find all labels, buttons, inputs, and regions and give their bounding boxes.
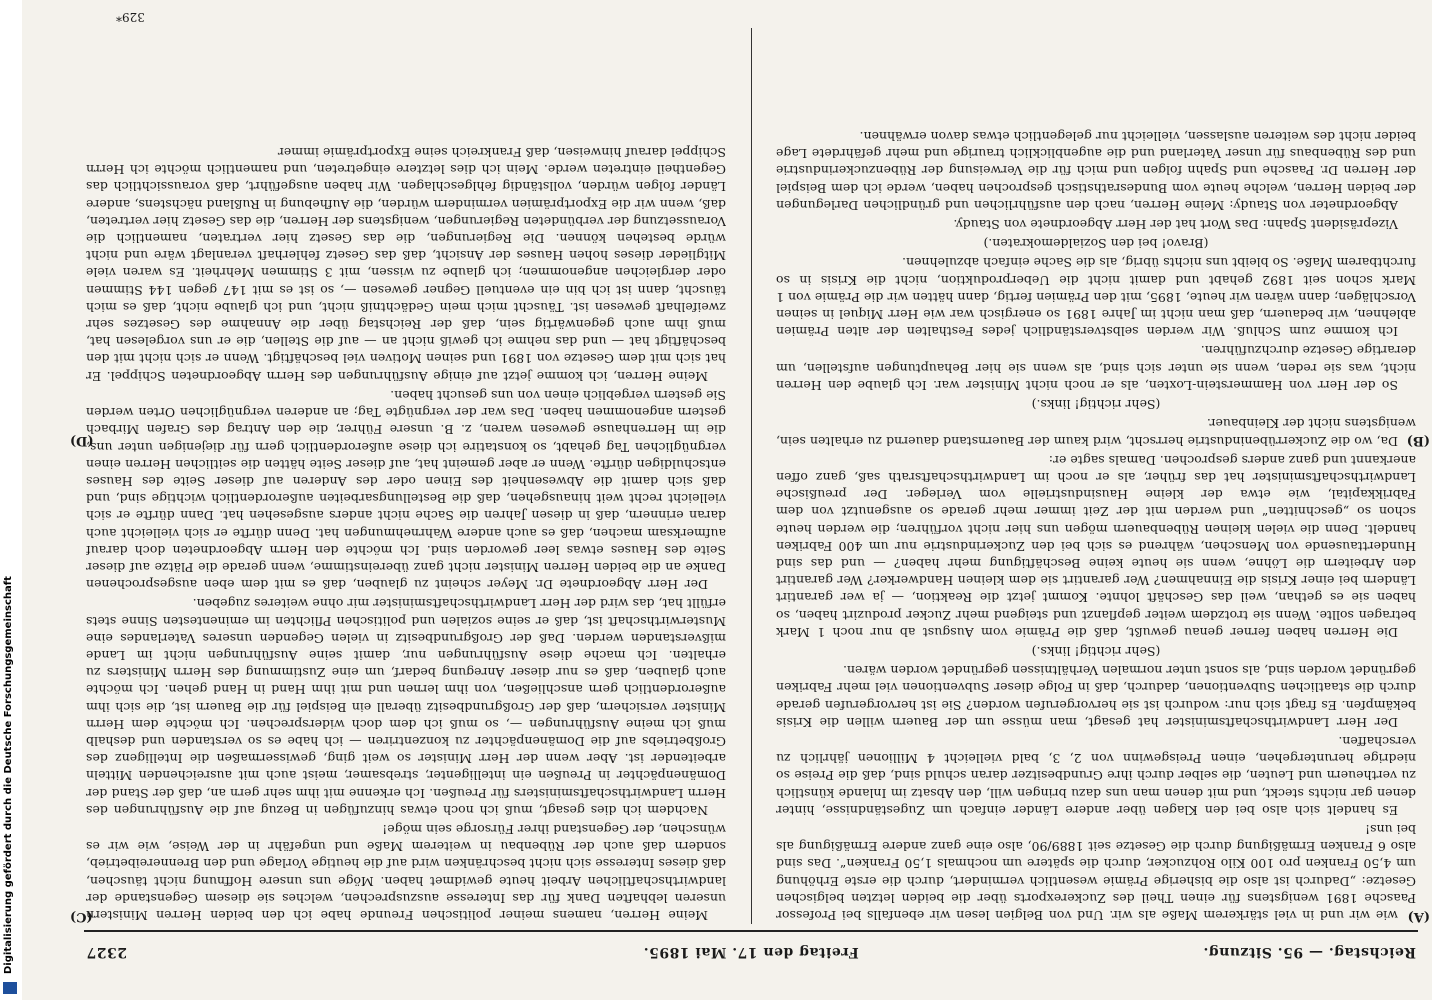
left-column xyxy=(776,28,1416,924)
header-session: Reichstag. — 95. Sitzung. xyxy=(1203,944,1416,960)
page-header xyxy=(86,932,1416,960)
interjection: (Sehr richtig! links.) xyxy=(1031,397,1161,413)
margin-marker-c: (C) xyxy=(70,909,93,924)
paragraph: Nachdem ich dies gesagt, muß ich noch etwas hinzufügen in Bezug auf die Ausführungen des Herrn Landwirthschaftsministers für Preußen. Ich erkenne mit ihm sehr gern an, daß der Stand der Domänenpächter in Preußen ein intelligenter, strebsamer, meist auch mit ausreichenden Mitteln arbeitender ist. Aber wenn der Herr Minister so weit ging, gewissermaßen die Intelligenz des Großbetriebs auf die Domänenpächter zu konzentriren — ich habe es so verstanden und deshalb muß ich meine Ausführungen —, so muß ich dem doch widersprechen. Ich möchte dem Herrn Minister versichern, daß der Großgrundbesitz überall ein Beispiel für die Bauern ist, die sich ihm außerordentlich gern anschließen, von ihm lernen und mit ihm Hand in Hand gehen. Ich möchte auch glauben, daß es nur dieser Anregung bedarf, um eine Zustimmung des Herrn Ministers zu erhalten. Ich mache diese Ausführungen nur, damit seine Ausführungen nicht im Lande mißverstanden werden. Daß der Großgrundbesitz in vielen Gegenden unseres Vaterlandes eine Musterwirthschaft ist, daß er seine sozialen und politischen Pflichten im eminentesten Sinne stets erfüllt hat, das wird der Herr Landwirthschaftsminister mir ohne weiteres zugeben. xyxy=(86,596,726,818)
digitization-credit-strip xyxy=(0,0,22,1000)
paragraph: Der Herr Abgeordnete Dr. Meyer scheint zu glauben, daß es mit dem eben ausgesprochenen Danke an die beiden Herren Minister nicht ganz übereinstimme, wenn gerade die Plätze auf dieser Seite des Hauses etwas leer geworden sind. Ich möchte den Herrn Abgeordneten doch darauf aufmerksam machen, daß es auch andere Wahrnehmungen hat. Denn dürfte er sich vielleicht auch daran erinnern, daß in diesen Jahren die Sache nicht anders ausgesehen hat. Dann dürfte er sich vielleicht recht weit hinausgehen, daß die Bestellungsarbeiten außerordentlich wichtige sind, und daß sich damit die Abwesenheit des Einen oder des Anderen auf dieser Seite des Hauses entschuldigen dürfte. Wenn er aber gemeint hat, auf dieser Seite hätten die seitlichen Herren einen vergnüglichen Tag gehabt, so konstatire ich diese außerordentlich gern für diejenigen unter uns, die im Herrenhause gewesen waren, z. B. unsere Führer, die den Antrag des Grafen Mirbach gestern angenommen haben. Das war der vergnügte Tag; an anderen vergnüglichen Orten werden Sie gestern vergeblich einen von uns gesucht haben. xyxy=(86,387,726,593)
margin-marker-d: (D) xyxy=(70,433,94,448)
paragraph: Der Herr Landwirthschaftsminister hat gesagt, man müsse um der Bauern willen die Krisis bekämpfen. Es fragt sich nur: wodurch ist sie hervorgerufen worden? Sie ist hervorgerufen gerade durch die staatlichen Subventionen, dadurch, daß in Folge dieser Subventionen viel mehr Fabriken gegründet worden sind, als sonst unter normalen Verhältnissen gegründet worden wären. xyxy=(776,663,1416,730)
header-page-number: 2327 xyxy=(86,944,127,960)
dfg-logo-icon xyxy=(3,982,17,994)
paragraph: So der Herr von Hammerstein-Loxten, als er noch nicht Minister war. Ich glaube den Herren nicht, was sie reden, wenn sie unter sich sind, als wenn sie hier Behauptungen aufstellen, um derartige Gesetze durchzuführen. xyxy=(776,343,1416,393)
margin-marker-a: (A) xyxy=(1407,909,1430,924)
paragraph: Abgeordneter von Staudy: Meine Herren, nach den ausführlichen und gründlichen Darlegungen der beiden Herren, welche heute vom Bundesrathstisch gesprochen haben, werde ich dem Beispiel der Herren Dr. Paasche und Spahn folgen und mich für die Verweisung der Rübenzuckerindustrie und des Rübenbaus für unser Vaterland und die augenblicklich traurige und mehr gefährdete Lage beider nicht des weiteren auslassen, vielleicht nur gelegentlich etwas davon erwähnen. xyxy=(776,129,1416,213)
paragraph: Meine Herren, ich komme jetzt auf einige Ausführungen des Herrn Abgeordneten Schippel. Er hat sich mit dem Gesetze von 1891 und seinen Motiven viel beschäftigt. Wenn er sich nicht mit den beschäftigt hat — und das nehme ich gewiß nicht an — auf die Stellen, die er uns vorgelesen hat, muß ihm auch gegenwärtig sein, daß der Reichstag über die Annahme des Gesetzes sehr zweifelhaft gewesen ist. Täuscht mich mein Gedächtniß nicht, und ich glaube nicht, daß es mich täuscht, dann ist ich bin ein eventuell Gegner gewesen —, so ist es mit 147 gegen 144 Stimmen oder dergleichen angenommen; ich glaube zu wissen, mit 3 Stimmen Mehrheit. Es waren viele Mitglieder dieses hohen Hauses der Ansicht, daß das Gesetz fehlerhaft veranlagt wäre und nicht würde bestehen können. Die Regierungen, die das Gesetz hier vertraten, namentlich die Voraussetzung der verbündeten Regierungen, wenigstens der Herren, die das Gesetz hier vertreten, daß, wenn wir die Exportprämien vermindern würden, die Aufhebung in Rußland nächstens, andere Länder folgen würden, vollständig fehlgeschlagen. Wir haben ausgeführt, daß voraussichtlich das Gegentheil eintreten werde. Mein ich dies letztere eingetreten, und namentlich möchte ich Herrn Schippel darauf hinweisen, daß Frankreich seine Exportprämie immer xyxy=(86,145,726,384)
paragraph: wie wir und in viel stärkerem Maße als wir. Und von Belgien lesen wir ebenfalls bei Professor Paasche 1891 wenigstens für einen Theil des Zuckerexports über die beiden letzten belgischen Gesetze: „Dadurch ist also die bisherige Prämie wesentlich vermindert, durch die erste Erhöhung um 4,50 Franken pro 100 Kilo Rohzucker, durch die spätere um nochmals 1,50 Franken“. Das sind also 6 Franken Ermäßigung durch die Gesetze seit 1889/90, also eine ganz andere Ermäßigung als bei uns! xyxy=(776,821,1416,923)
signature-number: 329* xyxy=(116,10,145,24)
digitization-credit-text: Digitalisierung gefördert durch die Deutsche Forschungsgemeinschaft xyxy=(3,576,14,974)
paragraph: Vizepräsident Spahn: Das Wort hat der Herr Abgeordnete von Staudy. xyxy=(953,217,1398,233)
quote: Da, wo die Zuckerrübenindustrie herrscht, wird kaum der Bauernstand dauernd zu erhalten sein, wenigstens nicht der Kleinbauer. xyxy=(776,416,1416,449)
column-divider xyxy=(751,28,752,924)
paragraph: Ich komme zum Schluß. Wir werden selbstverständlich jedes Festhalten der alten Prämien ablehnen, wir bedauern, daß man nicht im Jahre 1891 so energisch war wie Herr Miquel in seinen Vorschlägen; dann wären wir heute, 1895, mit den Prämien fertig, dann hätten wir die Prämie von 1 Mark schon seit 1892 gehabt und damit nicht die Ueberproduktion, nicht die Krisis in so furchtbarem Maße. So bleibt uns nichts übrig, als die Sache einfach abzulehnen. xyxy=(776,255,1416,340)
right-column xyxy=(86,28,726,924)
paragraph: Die Herren haben ferner genau gewußt, daß die Prämie vom Ausgust ab nur noch 1 Mark betragen sollte. Wenn sie trotzdem weiter gepflanzt und steigend mehr Zucker produzirt haben, so haben sie es gethan, weil das Geschäft lohnte. Kommt jetzt die Reaktion, — ja wer garantirt Ländern bei einer Krisis die Einnahmen? Wer garantirt sie dem kleinen Handwerker? Wer garantirt den Arbeitern die Löhne, wenn sie heute keine Beschäftigung mehr haben? — und das sind Hunderttausende von Menschen, während es sich bei den Zuckerindustrie nur um 400 Fabriken handelt. Denn die vielen kleinen Rübenbauern mögen uns hier nicht vorführen; die werden heute schon so „geschnitten“ und werden mit der Zeit immer mehr gerade so ausgenutzt von dem Fabrikkapital, wie etwa der kleine Hausindustrielle vom Verleger. Der preußische Landwirthschaftsminister hat das früher, als er noch im Landwirthschaftsrath saß, ganz offen anerkannt und ganz anders gesprochen. Damals sagte er: xyxy=(776,452,1416,640)
margin-marker-b: (B) xyxy=(1406,433,1430,448)
interjection: (Sehr richtig! links.) xyxy=(1031,643,1161,659)
newspaper-sheet-rotated xyxy=(70,10,1430,968)
header-date: Freitag den 17. Mai 1895. xyxy=(643,944,859,960)
paragraph: Es handelt sich also bei den Klagen über andere Länder einfach um Zugeständnisse, hinter denen gar nichts steckt, und mit denen man uns dazu bringen will, den Absatz im Inlande künstlich zu vertheuern und Leuten, die selber durch ihre Grundbesitzer daran schuld sind, daß die Preise so niedrige heruntergehen, einen Preisgewinn von 2, 3, bald vielleicht 4 Millionen jährlich zu verschaffen. xyxy=(776,733,1416,818)
interjection: (Bravo! bei den Sozialdemokraten.) xyxy=(983,236,1209,252)
paragraph: Meine Herren, namens meiner politischen Freunde habe ich den beiden Herren Ministern unseren lebhaften Dank für das Interesse auszusprechen, welches sie diesem Gegenstande der landwirthschaftlichen Arbeit heute gewidmet haben. Möge uns unsere Hoffnung nicht täuschen, daß dieses Interesse sich nicht beschränken wird auf die heutige Vorlage und den Brennereibetrieb, sondern daß auch der Rübenbau in weiterem Maße und ungefähr in der Weise, wie wir es wünschen, der Gegenstand ihrer Fürsorge sein möge! xyxy=(86,821,726,923)
header-rule xyxy=(84,930,1418,932)
